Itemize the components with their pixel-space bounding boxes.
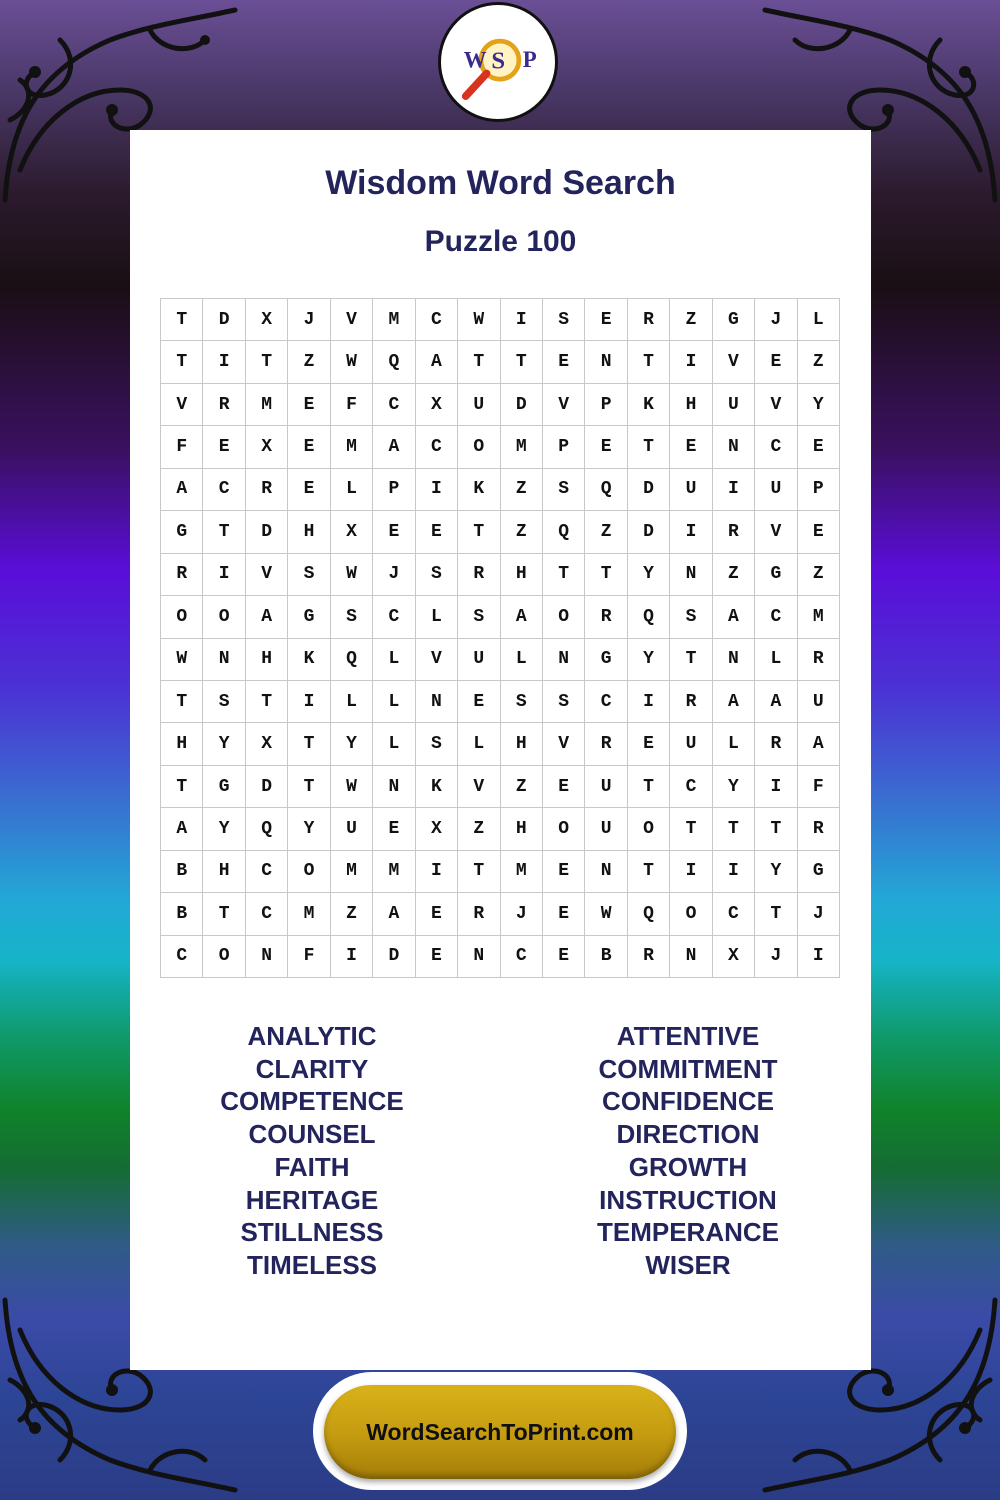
grid-cell[interactable]: S	[288, 554, 330, 596]
grid-cell[interactable]: C	[416, 299, 458, 341]
grid-cell[interactable]: A	[416, 341, 458, 383]
grid-cell[interactable]: E	[798, 426, 840, 468]
grid-cell[interactable]: N	[585, 851, 627, 893]
grid-cell[interactable]: J	[373, 554, 415, 596]
grid-cell[interactable]: R	[203, 384, 245, 426]
grid-cell[interactable]: Z	[458, 808, 500, 850]
grid-cell[interactable]: A	[713, 681, 755, 723]
grid-cell[interactable]: Z	[798, 554, 840, 596]
grid-cell[interactable]: C	[755, 426, 797, 468]
grid-cell[interactable]: N	[585, 341, 627, 383]
grid-cell[interactable]: L	[416, 596, 458, 638]
grid-cell[interactable]: H	[161, 723, 203, 765]
grid-cell[interactable]: Z	[713, 554, 755, 596]
grid-cell[interactable]: I	[416, 851, 458, 893]
grid-cell[interactable]: T	[755, 893, 797, 935]
grid-cell[interactable]: T	[543, 554, 585, 596]
grid-cell[interactable]: I	[331, 936, 373, 978]
grid-cell[interactable]: I	[670, 851, 712, 893]
grid-cell[interactable]: E	[755, 341, 797, 383]
grid-cell[interactable]: M	[501, 851, 543, 893]
grid-cell[interactable]: O	[161, 596, 203, 638]
grid-cell[interactable]: L	[373, 681, 415, 723]
grid-cell[interactable]: Z	[585, 511, 627, 553]
grid-cell[interactable]: X	[331, 511, 373, 553]
grid-cell[interactable]: C	[416, 426, 458, 468]
grid-cell[interactable]: I	[670, 341, 712, 383]
grid-cell[interactable]: S	[543, 299, 585, 341]
grid-cell[interactable]: H	[670, 384, 712, 426]
grid-cell[interactable]: G	[161, 511, 203, 553]
grid-cell[interactable]: G	[288, 596, 330, 638]
grid-cell[interactable]: C	[713, 893, 755, 935]
word-item: HERITAGE	[245, 1184, 379, 1215]
word-item: CLARITY	[255, 1053, 369, 1084]
grid-cell[interactable]: O	[203, 936, 245, 978]
grid-cell[interactable]: R	[585, 723, 627, 765]
grid-cell[interactable]: C	[373, 596, 415, 638]
grid-cell[interactable]: A	[798, 723, 840, 765]
grid-cell[interactable]: Y	[713, 766, 755, 808]
grid-cell[interactable]: H	[501, 723, 543, 765]
grid-cell[interactable]: H	[501, 554, 543, 596]
grid-cell[interactable]: D	[203, 299, 245, 341]
word-item: TIMELESS	[246, 1249, 377, 1280]
grid-cell[interactable]: E	[288, 426, 330, 468]
grid-cell[interactable]: I	[755, 766, 797, 808]
grid-cell[interactable]: V	[755, 384, 797, 426]
grid-cell[interactable]: N	[203, 639, 245, 681]
grid-cell[interactable]: L	[713, 723, 755, 765]
grid-cell[interactable]: E	[798, 511, 840, 553]
grid-cell[interactable]: V	[331, 299, 373, 341]
grid-cell[interactable]: O	[543, 596, 585, 638]
grid-cell[interactable]: U	[713, 384, 755, 426]
grid-cell[interactable]: E	[288, 469, 330, 511]
grid-cell[interactable]: P	[543, 426, 585, 468]
grid-cell[interactable]: N	[373, 766, 415, 808]
grid-cell[interactable]: S	[501, 681, 543, 723]
grid-cell[interactable]: F	[288, 936, 330, 978]
grid-cell[interactable]: A	[713, 596, 755, 638]
word-item: COUNSEL	[248, 1119, 376, 1150]
grid-cell[interactable]: T	[288, 766, 330, 808]
grid-cell[interactable]: S	[670, 596, 712, 638]
grid-cell[interactable]: T	[203, 511, 245, 553]
grid-cell[interactable]: L	[331, 469, 373, 511]
grid-cell[interactable]: P	[798, 469, 840, 511]
grid-cell[interactable]: S	[543, 469, 585, 511]
grid-cell[interactable]: R	[713, 511, 755, 553]
grid-cell[interactable]: Y	[628, 639, 670, 681]
grid-cell[interactable]: A	[373, 893, 415, 935]
grid-cell[interactable]: H	[501, 808, 543, 850]
grid-cell[interactable]: R	[670, 681, 712, 723]
grid-cell[interactable]: X	[713, 936, 755, 978]
grid-cell[interactable]: Y	[288, 808, 330, 850]
grid-cell[interactable]: N	[713, 639, 755, 681]
grid-cell[interactable]: F	[798, 766, 840, 808]
grid-cell[interactable]: E	[543, 766, 585, 808]
grid-cell[interactable]: O	[543, 808, 585, 850]
grid-cell[interactable]: L	[373, 639, 415, 681]
grid-cell[interactable]: V	[713, 341, 755, 383]
grid-cell[interactable]: T	[628, 766, 670, 808]
grid-cell[interactable]: Y	[331, 723, 373, 765]
grid-cell[interactable]: V	[755, 511, 797, 553]
grid-cell[interactable]: Z	[501, 511, 543, 553]
grid-cell[interactable]: L	[331, 681, 373, 723]
grid-cell[interactable]: G	[585, 639, 627, 681]
logo-letter-w: W	[463, 47, 487, 73]
grid-cell[interactable]: T	[288, 723, 330, 765]
grid-cell[interactable]: H	[246, 639, 288, 681]
grid-cell[interactable]: N	[670, 554, 712, 596]
grid-cell[interactable]: C	[755, 596, 797, 638]
grid-cell[interactable]: V	[543, 723, 585, 765]
word-item: INSTRUCTION	[599, 1184, 777, 1215]
grid-cell[interactable]: W	[331, 341, 373, 383]
grid-cell[interactable]: U	[670, 723, 712, 765]
grid-cell[interactable]: E	[203, 426, 245, 468]
grid-cell[interactable]: M	[501, 426, 543, 468]
grid-cell[interactable]: E	[585, 299, 627, 341]
grid-cell[interactable]: U	[331, 808, 373, 850]
grid-cell[interactable]: R	[246, 469, 288, 511]
grid-cell[interactable]: U	[585, 766, 627, 808]
grid-cell[interactable]: O	[670, 893, 712, 935]
grid-cell[interactable]: T	[628, 851, 670, 893]
grid-cell[interactable]: E	[416, 936, 458, 978]
grid-cell[interactable]: G	[713, 299, 755, 341]
grid-cell[interactable]: J	[755, 936, 797, 978]
grid-cell[interactable]: W	[161, 639, 203, 681]
grid-cell[interactable]: M	[331, 426, 373, 468]
grid-cell[interactable]: O	[628, 808, 670, 850]
grid-cell[interactable]: N	[543, 639, 585, 681]
grid-cell[interactable]: D	[628, 469, 670, 511]
grid-cell[interactable]: L	[501, 639, 543, 681]
grid-cell[interactable]: R	[628, 936, 670, 978]
grid-cell[interactable]: E	[670, 426, 712, 468]
grid-cell[interactable]: R	[161, 554, 203, 596]
grid-cell[interactable]: I	[416, 469, 458, 511]
grid-cell[interactable]: P	[373, 469, 415, 511]
grid-cell[interactable]: S	[416, 723, 458, 765]
grid-cell[interactable]: J	[288, 299, 330, 341]
grid-cell[interactable]: V	[161, 384, 203, 426]
grid-cell[interactable]: C	[203, 469, 245, 511]
grid-cell[interactable]: A	[161, 469, 203, 511]
grid-cell[interactable]: X	[416, 384, 458, 426]
grid-cell[interactable]: M	[373, 299, 415, 341]
grid-cell[interactable]: B	[161, 851, 203, 893]
grid-cell[interactable]: W	[331, 554, 373, 596]
grid-cell[interactable]: E	[585, 426, 627, 468]
grid-cell[interactable]: I	[713, 851, 755, 893]
grid-cell[interactable]: I	[713, 469, 755, 511]
grid-cell[interactable]: N	[246, 936, 288, 978]
word-item: GROWTH	[628, 1151, 748, 1182]
grid-cell[interactable]: R	[755, 723, 797, 765]
grid-cell[interactable]: Z	[798, 341, 840, 383]
grid-cell[interactable]: C	[161, 936, 203, 978]
grid-cell[interactable]: R	[458, 893, 500, 935]
grid-cell[interactable]: S	[331, 596, 373, 638]
grid-cell[interactable]: T	[458, 341, 500, 383]
grid-cell[interactable]: X	[246, 723, 288, 765]
grid-cell[interactable]: U	[798, 681, 840, 723]
word-item: DIRECTION	[616, 1119, 760, 1150]
grid-cell[interactable]: I	[203, 341, 245, 383]
grid-cell[interactable]: Q	[331, 639, 373, 681]
site-link-button[interactable]: WordSearchToPrint.com	[324, 1385, 676, 1479]
word-item: FAITH	[274, 1151, 350, 1182]
grid-cell[interactable]: E	[416, 511, 458, 553]
grid-cell[interactable]: R	[798, 639, 840, 681]
grid-cell[interactable]: A	[161, 808, 203, 850]
grid-cell[interactable]: R	[458, 554, 500, 596]
grid-cell[interactable]: D	[373, 936, 415, 978]
grid-cell[interactable]: I	[670, 511, 712, 553]
grid-cell[interactable]: T	[458, 851, 500, 893]
grid-cell[interactable]: I	[798, 936, 840, 978]
grid-cell[interactable]: E	[543, 851, 585, 893]
grid-cell[interactable]: J	[501, 893, 543, 935]
grid-cell[interactable]: H	[203, 851, 245, 893]
grid-cell[interactable]: A	[246, 596, 288, 638]
grid-cell[interactable]: Y	[203, 808, 245, 850]
grid-cell[interactable]: Y	[755, 851, 797, 893]
grid-cell[interactable]: E	[543, 341, 585, 383]
grid-cell[interactable]: F	[161, 426, 203, 468]
word-list-left	[162, 1020, 462, 1282]
grid-cell[interactable]: V	[416, 639, 458, 681]
grid-cell[interactable]: D	[246, 766, 288, 808]
grid-cell[interactable]: N	[458, 936, 500, 978]
grid-cell[interactable]: Y	[798, 384, 840, 426]
grid-cell[interactable]: V	[543, 384, 585, 426]
grid-cell[interactable]: R	[798, 808, 840, 850]
word-item: CONFIDENCE	[602, 1086, 774, 1117]
page-title: Wisdom Word Search	[325, 164, 676, 202]
grid-cell[interactable]: Z	[331, 893, 373, 935]
grid-cell[interactable]: E	[288, 384, 330, 426]
grid-cell[interactable]: M	[288, 893, 330, 935]
grid-cell[interactable]: U	[458, 384, 500, 426]
grid-cell[interactable]: T	[161, 341, 203, 383]
grid-cell[interactable]: S	[458, 596, 500, 638]
grid-cell[interactable]: I	[288, 681, 330, 723]
grid-cell[interactable]: K	[416, 766, 458, 808]
grid-cell[interactable]: P	[585, 384, 627, 426]
grid-cell[interactable]: Q	[585, 469, 627, 511]
grid-cell[interactable]: E	[543, 936, 585, 978]
grid-cell[interactable]: C	[246, 851, 288, 893]
grid-cell[interactable]: T	[161, 681, 203, 723]
grid-cell[interactable]: T	[585, 554, 627, 596]
wsp-logo[interactable]	[438, 2, 558, 122]
grid-cell[interactable]: K	[628, 384, 670, 426]
grid-cell[interactable]: T	[246, 341, 288, 383]
grid-cell[interactable]: Q	[543, 511, 585, 553]
grid-cell[interactable]: L	[798, 299, 840, 341]
grid-cell[interactable]: X	[246, 426, 288, 468]
grid-cell[interactable]: Z	[501, 469, 543, 511]
grid-cell[interactable]: A	[755, 681, 797, 723]
grid-cell[interactable]: S	[543, 681, 585, 723]
word-item: COMMITMENT	[598, 1053, 778, 1084]
grid-cell[interactable]: N	[416, 681, 458, 723]
grid-cell[interactable]: G	[755, 554, 797, 596]
grid-cell[interactable]: O	[203, 596, 245, 638]
grid-cell[interactable]: U	[585, 808, 627, 850]
grid-cell[interactable]: U	[458, 639, 500, 681]
grid-cell[interactable]: C	[373, 384, 415, 426]
grid-cell[interactable]: B	[161, 893, 203, 935]
grid-cell[interactable]: C	[501, 936, 543, 978]
grid-cell[interactable]: K	[288, 639, 330, 681]
grid-cell[interactable]: U	[755, 469, 797, 511]
grid-cell[interactable]: D	[501, 384, 543, 426]
magnifier-icon	[441, 5, 555, 119]
word-item: WISER	[645, 1249, 731, 1280]
grid-cell[interactable]: R	[628, 299, 670, 341]
grid-cell[interactable]: N	[713, 426, 755, 468]
grid-cell[interactable]: A	[373, 426, 415, 468]
grid-cell[interactable]: L	[755, 639, 797, 681]
grid-cell[interactable]: L	[458, 723, 500, 765]
grid-cell[interactable]: C	[670, 766, 712, 808]
grid-cell[interactable]: B	[585, 936, 627, 978]
grid-cell[interactable]: N	[670, 936, 712, 978]
grid-cell[interactable]: V	[246, 554, 288, 596]
grid-cell[interactable]: W	[458, 299, 500, 341]
puzzle-number: Puzzle 100	[424, 225, 577, 258]
word-item: COMPETENCE	[220, 1086, 404, 1117]
grid-cell[interactable]: E	[373, 808, 415, 850]
grid-cell[interactable]: T	[203, 893, 245, 935]
grid-cell[interactable]: C	[246, 893, 288, 935]
grid-cell[interactable]: W	[331, 766, 373, 808]
grid-cell[interactable]: Z	[501, 766, 543, 808]
grid-cell[interactable]: J	[755, 299, 797, 341]
grid-cell[interactable]: L	[373, 723, 415, 765]
grid-cell[interactable]: D	[246, 511, 288, 553]
grid-cell[interactable]: M	[798, 596, 840, 638]
grid-cell[interactable]: T	[458, 511, 500, 553]
grid-cell[interactable]: A	[501, 596, 543, 638]
grid-cell[interactable]: Y	[628, 554, 670, 596]
grid-cell[interactable]: R	[585, 596, 627, 638]
grid-cell[interactable]: T	[670, 639, 712, 681]
grid-cell[interactable]: E	[416, 893, 458, 935]
word-list-right	[538, 1020, 838, 1282]
grid-cell[interactable]: T	[161, 766, 203, 808]
grid-cell[interactable]: T	[501, 341, 543, 383]
grid-cell[interactable]: C	[585, 681, 627, 723]
logo-letter-s: S	[491, 47, 506, 75]
grid-cell[interactable]: T	[161, 299, 203, 341]
grid-cell[interactable]: W	[585, 893, 627, 935]
grid-cell[interactable]: T	[670, 808, 712, 850]
grid-cell[interactable]: D	[628, 511, 670, 553]
grid-cell[interactable]: S	[203, 681, 245, 723]
logo-letter-p: P	[522, 46, 537, 72]
word-item: ATTENTIVE	[616, 1021, 760, 1051]
grid-cell[interactable]: U	[670, 469, 712, 511]
grid-cell[interactable]: F	[331, 384, 373, 426]
grid-cell[interactable]: S	[416, 554, 458, 596]
letter-grid[interactable]	[160, 298, 840, 978]
grid-cell[interactable]: E	[543, 893, 585, 935]
grid-cell[interactable]: T	[628, 341, 670, 383]
grid-cell[interactable]: X	[416, 808, 458, 850]
grid-cell[interactable]: Z	[670, 299, 712, 341]
grid-cell[interactable]: Q	[373, 341, 415, 383]
grid-cell[interactable]: K	[458, 469, 500, 511]
puzzle-card	[130, 130, 871, 1370]
grid-cell[interactable]: Q	[246, 808, 288, 850]
grid-cell[interactable]: T	[713, 808, 755, 850]
grid-cell[interactable]: V	[458, 766, 500, 808]
word-item: STILLNESS	[240, 1217, 384, 1248]
grid-cell[interactable]: O	[288, 851, 330, 893]
grid-cell[interactable]: T	[755, 808, 797, 850]
grid-cell[interactable]: Y	[203, 723, 245, 765]
grid-cell[interactable]: E	[628, 723, 670, 765]
grid-cell[interactable]: O	[458, 426, 500, 468]
grid-cell[interactable]: T	[246, 681, 288, 723]
grid-cell[interactable]: Q	[628, 596, 670, 638]
word-item: TEMPERANCE	[596, 1217, 779, 1248]
grid-cell[interactable]: I	[501, 299, 543, 341]
word-item: ANALYTIC	[247, 1021, 377, 1051]
grid-cell[interactable]: I	[203, 554, 245, 596]
grid-cell[interactable]: M	[373, 851, 415, 893]
grid-cell[interactable]: I	[628, 681, 670, 723]
grid-cell[interactable]: T	[628, 426, 670, 468]
grid-cell[interactable]: J	[798, 893, 840, 935]
grid-cell[interactable]: G	[203, 766, 245, 808]
grid-cell[interactable]: E	[458, 681, 500, 723]
grid-cell[interactable]: E	[373, 511, 415, 553]
grid-cell[interactable]: M	[331, 851, 373, 893]
grid-cell[interactable]: G	[798, 851, 840, 893]
grid-cell[interactable]: Z	[288, 341, 330, 383]
grid-cell[interactable]: Q	[628, 893, 670, 935]
grid-cell[interactable]: M	[246, 384, 288, 426]
grid-cell[interactable]: X	[246, 299, 288, 341]
grid-cell[interactable]: H	[288, 511, 330, 553]
